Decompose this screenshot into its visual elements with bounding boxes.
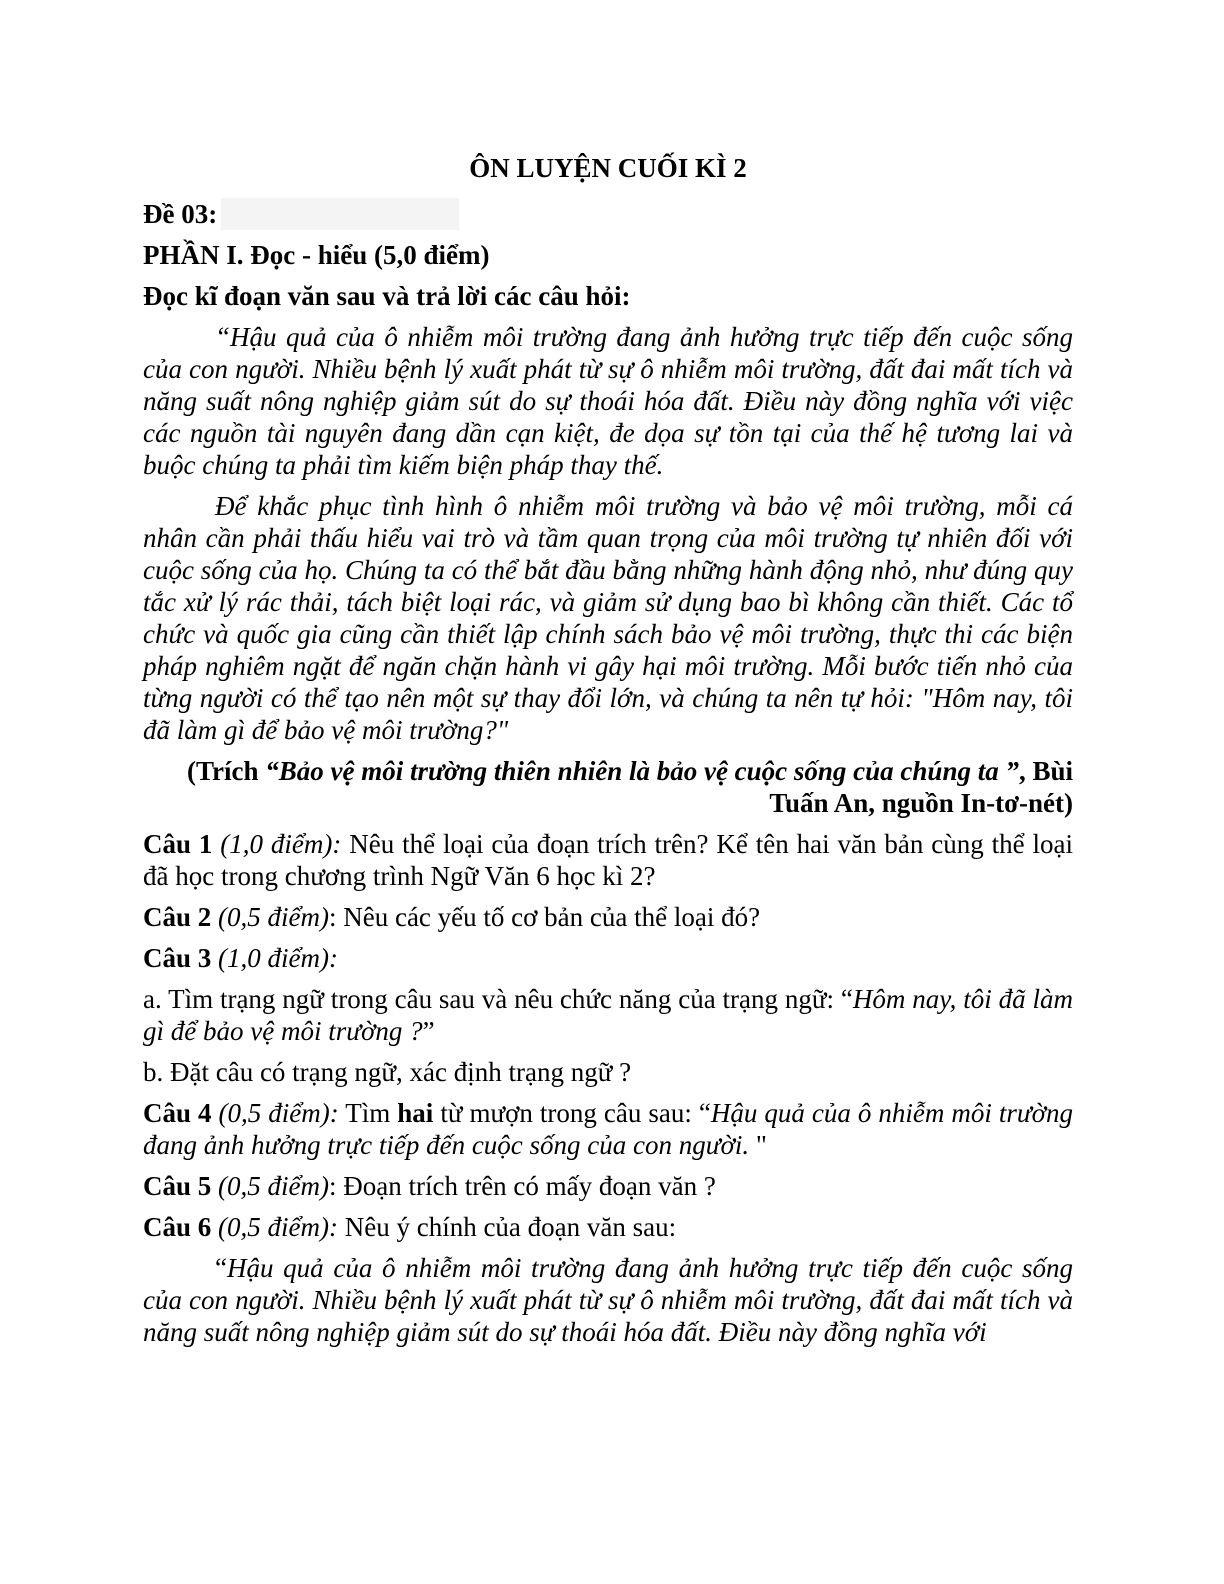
- section-heading: PHẦN I. Đọc - hiểu (5,0 điểm): [143, 240, 490, 270]
- source-suffix: , Bùi: [1018, 756, 1073, 786]
- question-3a-quote: Hôm nay, tôi đã làm gì để bảo vệ môi trường ?: [143, 984, 1073, 1046]
- repeated-passage-paragraph: [143, 1252, 1073, 1348]
- question-3a-text: a. Tìm trạng ngữ trong câu sau và nêu chức năng của trạng ngữ: “: [143, 984, 853, 1014]
- question-4-points: (0,5 điểm):: [211, 1098, 339, 1128]
- question-3-label: Câu 3: [143, 943, 212, 973]
- page-title: ÔN LUYỆN CUỐI KÌ 2: [469, 153, 747, 183]
- question-2: [143, 901, 1073, 933]
- passage-source: [143, 755, 1073, 819]
- source-author: Tuấn An, nguồn In-tơ-nét): [769, 788, 1073, 818]
- question-4-text-after: từ mượn trong câu sau: “: [433, 1098, 711, 1128]
- question-3-points: (1,0 điểm):: [211, 943, 338, 973]
- source-work-title: “Bảo vệ môi trường thiên nhiên là bảo vệ cuộc sống của chúng ta ”: [265, 756, 1019, 786]
- question-3b: [143, 1056, 1073, 1088]
- repeated-passage-open-quote: “: [215, 1253, 227, 1283]
- question-4-end: ": [749, 1130, 767, 1160]
- question-5-label: Câu 5: [143, 1171, 212, 1201]
- question-3a-end: ”: [422, 1016, 435, 1046]
- question-2-points: (0,5 điểm): [211, 902, 329, 932]
- question-5-points: (0,5 điểm): [211, 1171, 329, 1201]
- document-page: [143, 152, 1073, 1348]
- repeated-passage-text: Hậu quả của ô nhiễm môi trường đang ảnh hưởng trực tiếp đến cuộc sống của con người. Nhiều bệnh lý xuất phát từ sự ô nhiễm môi trường, đất đai mất tích và năng suất nông nghiệp giảm sút do sự thoái hóa đất. Điều này đồng nghĩa với: [143, 1253, 1073, 1347]
- question-4-bold-word: hai: [397, 1098, 434, 1128]
- question-6-points: (0,5 điểm):: [211, 1212, 338, 1242]
- question-1-text: Nêu thể loại của đoạn trích trên? Kể tên hai văn bản cùng thể loại đã học trong chương trình Ngữ Văn 6 học kì 2?: [143, 829, 1073, 891]
- passage-paragraph-2: Để khắc phục tình hình ô nhiễm môi trường và bảo vệ môi trường, mỗi cá nhân cần phải thấu hiểu vai trò và tầm quan trọng của môi trường tự nhiên đối với cuộc sống của họ. Chúng ta có thể bắt đầu bằng những hành động nhỏ, như đúng quy tắc xử lý rác thải, tách biệt loại rác, và giảm sử dụng bao bì không cần thiết. Các tổ chức và quốc gia cũng cần thiết lập chính sách bảo vệ môi trường, thực thi các biện pháp nghiêm ngặt để ngăn chặn hành vi gây hại môi trường. Mỗi bước tiến nhỏ của từng người có thể tạo nên một sự thay đổi lớn, và chúng ta nên tự hỏi: "Hôm nay, tôi đã làm gì để bảo vệ môi trường?": [143, 491, 1073, 745]
- question-3b-text: b. Đặt câu có trạng ngữ, xác định trạng ngữ ?: [143, 1057, 632, 1087]
- question-4-label: Câu 4: [143, 1098, 212, 1128]
- passage-paragraph-1: “Hậu quả của ô nhiễm môi trường đang ảnh hưởng trực tiếp đến cuộc sống của con người. Nhiều bệnh lý xuất phát từ sự ô nhiễm môi trường, đất đai mất tích và năng suất nông nghiệp giảm sút do sự thoái hóa đất. Điều này đồng nghĩa với việc các nguồn tài nguyên đang dần cạn kiệt, đe dọa sự tồn tại của thế hệ tương lai và buộc chúng ta phải tìm kiếm biện pháp thay thế.: [143, 322, 1073, 480]
- question-5-text: : Đoạn trích trên có mấy đoạn văn ?: [328, 1171, 716, 1201]
- question-2-label: Câu 2: [143, 902, 212, 932]
- repeated-passage: [143, 1252, 1073, 1348]
- question-5: [143, 1170, 1073, 1202]
- question-3a: [143, 983, 1073, 1047]
- question-6-text: Nêu ý chính của đoạn văn sau:: [337, 1212, 677, 1242]
- question-4-text-before: Tìm: [338, 1098, 398, 1128]
- question-1: [143, 828, 1073, 892]
- exam-code: Đề 03:: [143, 199, 218, 229]
- question-2-text: : Nêu các yếu tố cơ bản của thể loại đó?: [328, 902, 761, 932]
- question-1-points: (1,0 điểm):: [212, 829, 342, 859]
- question-4-quote: Hậu quả của ô nhiễm môi trường đang ảnh hưởng trực tiếp đến cuộc sống của con người.: [143, 1098, 1073, 1160]
- source-prefix: (Trích: [187, 756, 266, 786]
- question-4: [143, 1097, 1073, 1161]
- exam-code-blank-box: [221, 198, 459, 230]
- question-6-label: Câu 6: [143, 1212, 212, 1242]
- question-1-label: Câu 1: [143, 829, 213, 859]
- question-6: [143, 1211, 1073, 1243]
- reading-passage: [143, 321, 1073, 746]
- question-3: [143, 942, 1073, 974]
- exam-code-row: [143, 198, 1073, 230]
- instruction-heading: Đọc kĩ đoạn văn sau và trả lời các câu hỏi:: [143, 281, 631, 311]
